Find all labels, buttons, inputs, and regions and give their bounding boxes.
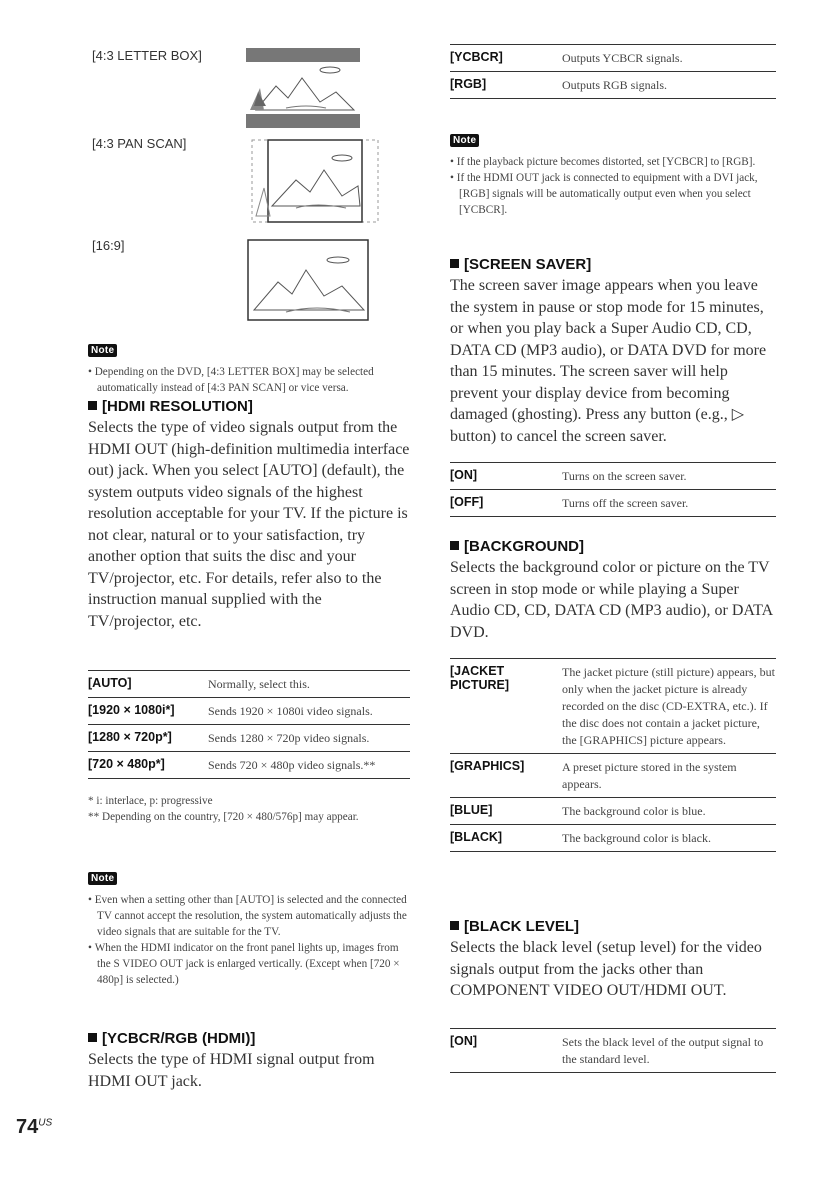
table-row [450,659,776,754]
section-body: Selects the type of video signals output from the HDMI OUT (high-definition multimedia interface out) jack. When you select [AUTO] (default), the system outputs video signals of the highest resolution acceptable for your TV. If the picture is not clear, natural or to your satisfaction, try another option that suits the disc and your TV/projector, etc. For details, refer also to the instruction manual supplied with the TV/projector, etc. [88,419,410,630]
note-list [88,364,410,396]
option-value: Outputs RGB signals. [562,72,776,99]
section-heading [450,538,776,555]
widescreen-illustration [246,238,372,322]
table-row [450,45,776,72]
hdmi-resolution-options [88,670,410,825]
note-item: • When the HDMI indicator on the front panel lights up, images from the S VIDEO OUT jack is enlarged vertically. (Except when [720 × 480p] is selected.) [88,940,410,988]
note-list [88,892,410,988]
option-key: [ON] [450,463,562,490]
option-key: [JACKET PICTURE] [450,659,562,754]
table-row [88,671,410,698]
section-heading-text: [HDMI RESOLUTION] [102,398,253,415]
footnotes [88,793,410,825]
option-key: [BLUE] [450,798,562,825]
ycbcr-options [450,44,776,99]
option-value: Turns off the screen saver. [562,490,776,517]
footnote: ** Depending on the country, [720 × 480/576p] may appear. [88,811,359,823]
note-block-2 [88,868,410,988]
footnote: * i: interlace, p: progressive [88,795,213,807]
section-body: Selects the background color or picture on the TV screen in stop mode or while playing a Super Audio CD, CD, DATA CD (MP3 audio), or DATA DVD. [450,559,773,641]
aspect-label: [4:3 LETTER BOX] [92,48,202,63]
section-background [450,538,776,643]
aspect-16-9 [88,238,410,322]
note-item: • If the HDMI OUT jack is connected to equipment with a DVI jack, [RGB] signals will be automatically output even when you select [YCBCR]. [450,170,776,218]
option-value: Normally, select this. [208,671,410,698]
background-options [450,658,776,852]
option-key: [1920 × 1080i*] [88,698,208,725]
table-row [88,752,410,779]
table-row [450,490,776,517]
section-heading-text: [SCREEN SAVER] [464,256,592,273]
note-badge: Note [450,134,479,147]
options-table [450,1028,776,1073]
option-key: [AUTO] [88,671,208,698]
page-number-value: 74 [16,1116,39,1138]
options-table [450,658,776,852]
options-table [450,462,776,517]
note-badge: Note [88,872,117,885]
option-key: [YCBCR] [450,45,562,72]
option-value: Sends 1920 × 1080i video signals. [208,698,410,725]
option-key: [ON] [450,1029,562,1073]
section-body: Selects the black level (setup level) for the video signals output from the jacks other than COMPONENT VIDEO OUT/HDMI OUT. [450,939,762,999]
aspect-panscan [88,136,410,228]
option-value: Sends 720 × 480p video signals.** [208,752,410,779]
option-value: The background color is black. [562,825,776,852]
table-row [450,1029,776,1073]
option-key: [GRAPHICS] [450,754,562,798]
option-value: A preset picture stored in the system appears. [562,754,776,798]
note-block-1 [88,340,410,396]
option-value: Turns on the screen saver. [562,463,776,490]
note-list [450,154,776,218]
section-ycbcr-rgb [88,1030,410,1092]
note-block-3 [450,130,776,218]
option-key: [720 × 480p*] [88,752,208,779]
black-level-options [450,1028,776,1073]
option-key: [RGB] [450,72,562,99]
screen-saver-options [450,462,776,517]
section-screen-saver [450,256,776,447]
section-body: Selects the type of HDMI signal output from HDMI OUT jack. [88,1051,375,1090]
table-row [450,825,776,852]
table-row [450,754,776,798]
section-heading-text: [BACKGROUND] [464,538,584,555]
option-value: Outputs YCBCR signals. [562,45,776,72]
section-heading [450,918,776,935]
bullet-square-icon [450,921,459,930]
table-row [450,72,776,99]
option-key: [OFF] [450,490,562,517]
note-badge: Note [88,344,117,357]
bullet-square-icon [88,401,97,410]
note-item: • Even when a setting other than [AUTO] is selected and the connected TV cannot accept the resolution, the system automatically adjusts the video signals that are suitable for the TV. [88,892,410,940]
section-heading-text: [YCBCR/RGB (HDMI)] [102,1030,256,1047]
bullet-square-icon [450,259,459,268]
bullet-square-icon [450,541,459,550]
option-value: The jacket picture (still picture) appears, but only when the jacket picture is already recorded on the disc (CD-EXTRA, etc.). If the disc does not contain a jacket picture, the [GRAPHICS] picture appears. [562,659,776,754]
option-value: The background color is blue. [562,798,776,825]
note-item: • If the playback picture becomes distorted, set [YCBCR] to [RGB]. [450,154,776,170]
table-row [88,698,410,725]
bullet-square-icon [88,1033,97,1042]
option-key: [BLACK] [450,825,562,852]
table-row [88,725,410,752]
section-body: The screen saver image appears when you leave the system in pause or stop mode for 15 minutes, or when you play back a Super Audio CD, CD, DATA CD (MP3 audio), or DATA DVD for more than 15 minutes. The screen saver will help prevent your display device from becoming damaged (ghosting). Press any button (e.g., ▷ button) to cancel the screen saver. [450,277,767,445]
note-item: • Depending on the DVD, [4:3 LETTER BOX] may be selected automatically instead of [4:3 PAN SCAN] or vice versa. [88,364,410,396]
table-row [450,463,776,490]
section-hdmi-resolution [88,398,410,632]
section-black-level [450,918,776,1002]
aspect-letterbox [88,48,410,128]
page-number [16,1116,52,1139]
panscan-illustration [246,136,386,228]
letterbox-illustration [246,48,360,128]
section-heading [450,256,776,273]
options-table [88,670,410,779]
option-value: Sends 1280 × 720p video signals. [208,725,410,752]
option-value: Sets the black level of the output signal to the standard level. [562,1029,776,1073]
option-key: [1280 × 720p*] [88,725,208,752]
table-row [450,798,776,825]
page-region: US [38,1117,53,1129]
aspect-label: [16:9] [92,238,125,253]
section-heading-text: [BLACK LEVEL] [464,918,579,935]
options-table [450,44,776,99]
section-heading [88,398,410,415]
aspect-label: [4:3 PAN SCAN] [92,136,187,151]
section-heading [88,1030,410,1047]
